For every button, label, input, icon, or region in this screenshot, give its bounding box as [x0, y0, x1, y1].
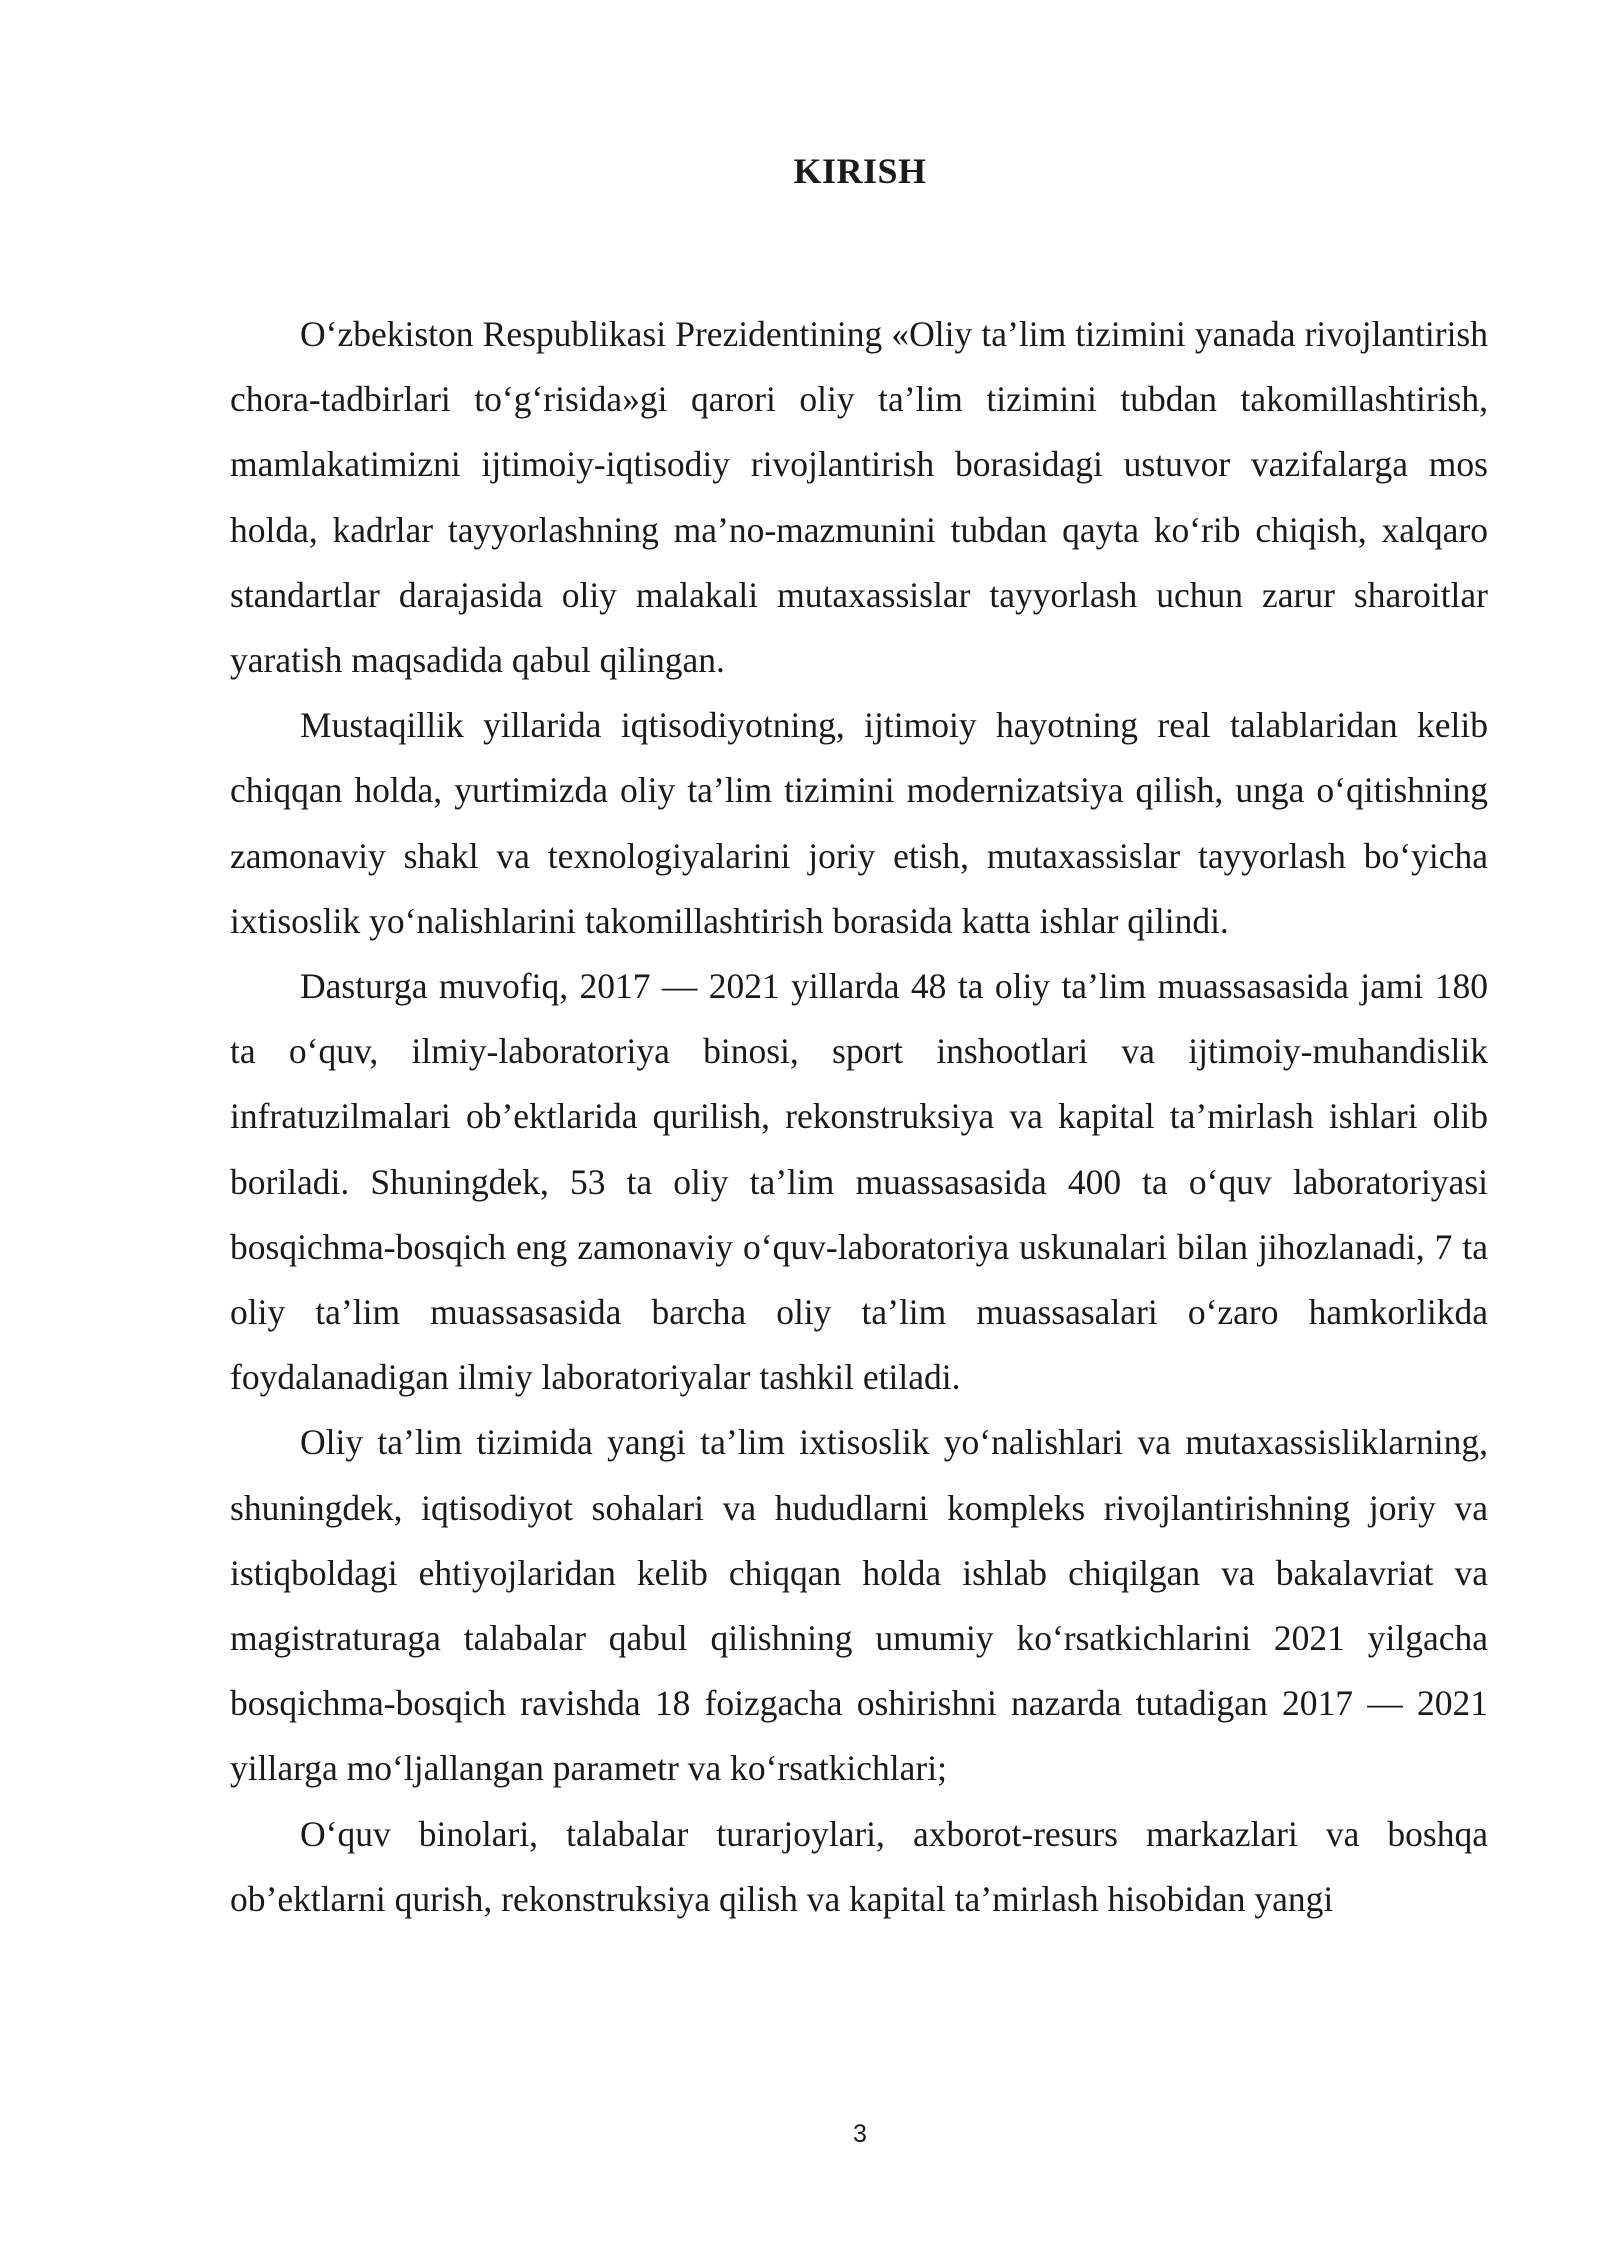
paragraph-1: O‘zbekiston Respublikasi Prezidentining «Oliy ta’lim tizimini yanada rivojlantirish chora-tadbirlari to‘g‘risida»gi qarori oliy ta’lim tizimini tubdan takomillashtirish, mamlakatimizni ijtimoiy-iqtisodiy rivojlantirish borasidagi ustuvor vazifalarga mos holda, kadrlar tayyorlashning ma’no-mazmunini tubdan qayta ko‘rib chiqish, xalqaro standartlar darajasida oliy malakali mutaxassislar tayyorlash uchun zarur sharoitlar yaratish maqsadida qabul qilingan. — [230, 314, 1488, 681]
page-title: KIRISH — [793, 151, 927, 191]
paragraph-4: Oliy ta’lim tizimida yangi ta’lim ixtisoslik yo‘nalishlari va mutaxassisliklarning, shuningdek, iqtisodiyot sohalari va hududlarni kompleks rivojlantirishning joriy va istiqboldagi ehtiyojlaridan kelib chiqqan holda ishlab chiqilgan va bakalavriat va magistraturaga talabalar qabul qilishning umumiy ko‘rsatkichlarini 2021 yilgacha bosqichma-bosqich ravishda 18 foizgacha oshirishni nazarda tutadigan 2017 — 2021 yillarga mo‘ljallangan parametr va ko‘rsatkichlari; — [230, 1422, 1488, 1789]
paragraph-2: Mustaqillik yillarida iqtisodiyotning, ijtimoiy hayotning real talablaridan kelib chiqqan holda, yurtimizda oliy ta’lim tizimini modernizatsiya qilish, unga o‘qitishning zamonaviy shakl va texnologiyalarini joriy etish, mutaxassislar tayyorlash bo‘yicha ixtisoslik yo‘nalishlarini takomillashtirish borasida katta ishlar qilindi. — [230, 705, 1488, 941]
page-number: 3 — [853, 2120, 867, 2148]
paragraph-5: O‘quv binolari, talabalar turarjoylari, axborot-resurs markazlari va boshqa ob’ektlarni qurish, rekonstruksiya qilish va kapital ta’mirlash hisobidan yangi — [230, 1813, 1488, 1919]
document-body — [230, 302, 1488, 1932]
paragraph-3: Dasturga muvofiq, 2017 — 2021 yillarda 48 ta oliy ta’lim muassasasida jami 180 ta o‘quv, ilmiy-laboratoriya binosi, sport inshootlari va ijtimoiy-muhandislik infratuzilmalari ob’ektlarida qurilish, rekonstruksiya va kapital ta’mirlash ishlari olib boriladi. Shuningdek, 53 ta oliy ta’lim muassasasida 400 ta o‘quv laboratoriyasi bosqichma-bosqich eng zamonaviy o‘quv-laboratoriya uskunalari bilan jihozlanadi, 7 ta oliy ta’lim muassasasida barcha oliy ta’lim muassasalari o‘zaro hamkorlikda foydalanadigan ilmiy laboratoriyalar tashkil etiladi. — [230, 966, 1488, 1398]
